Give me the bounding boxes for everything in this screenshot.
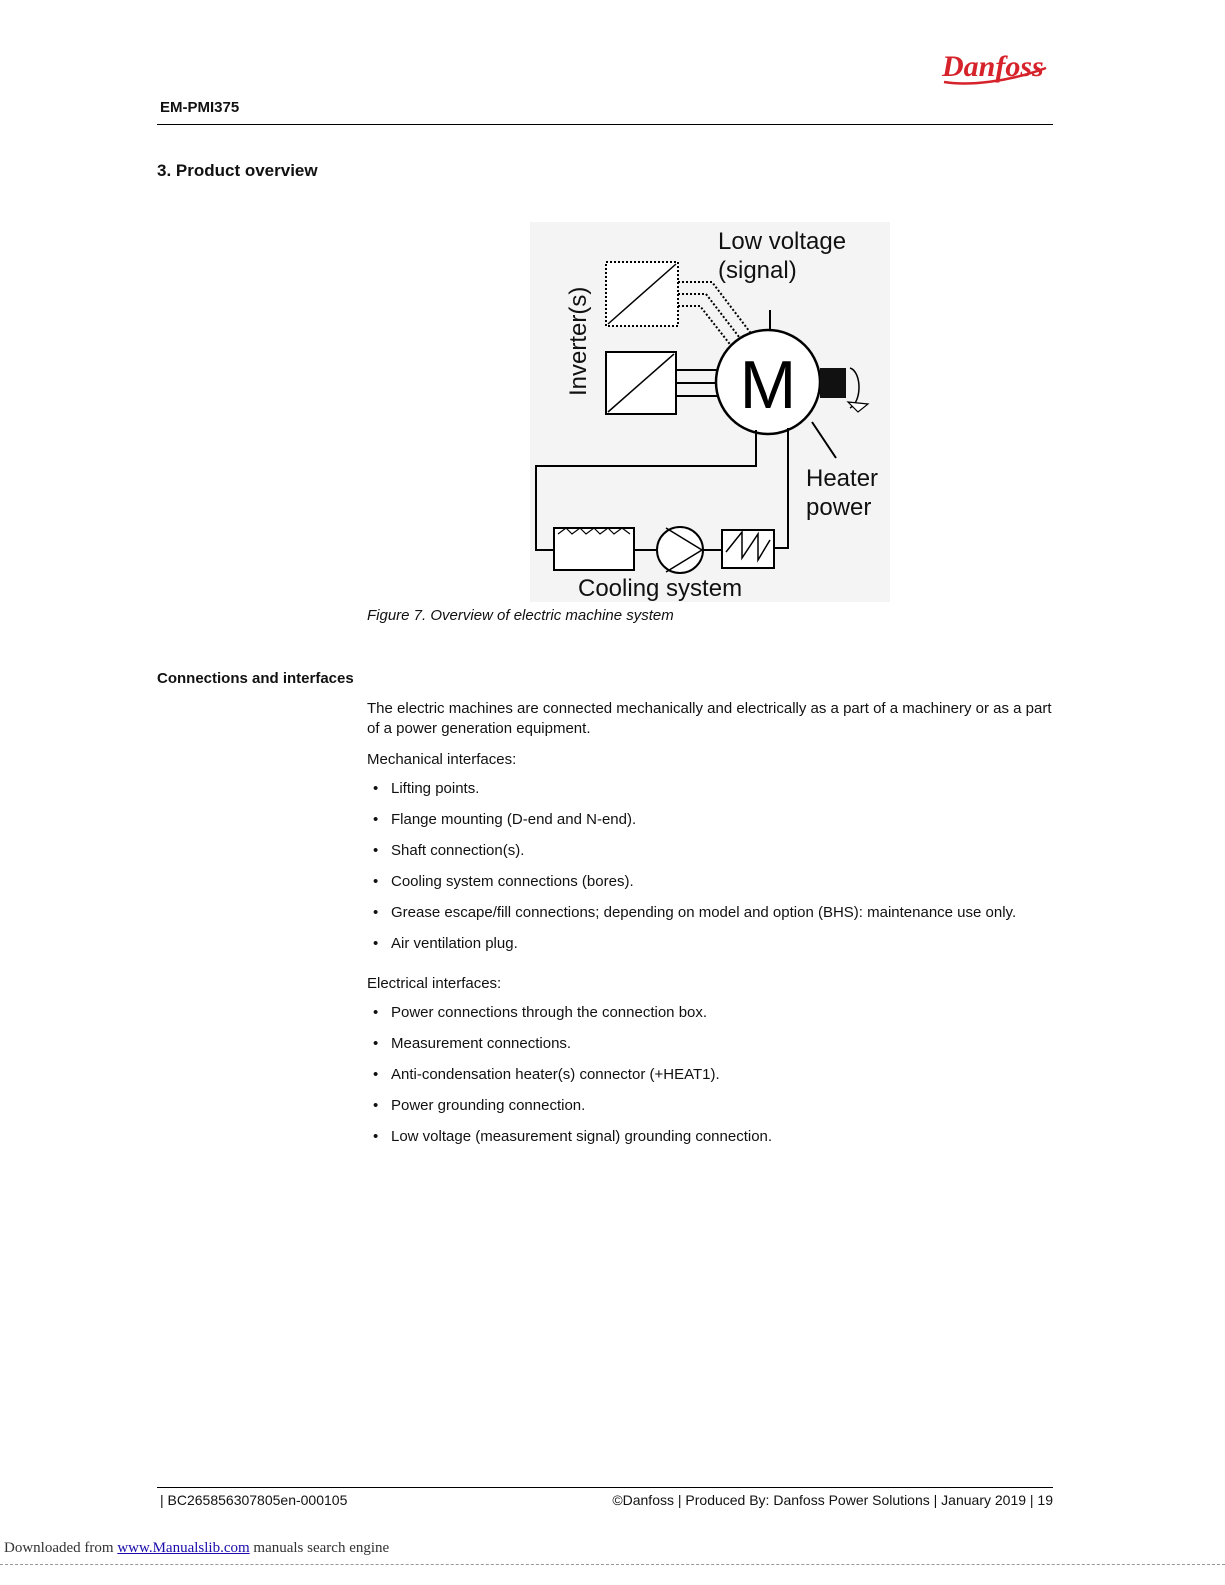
- coolant-tank: [554, 528, 634, 570]
- motor-label: M: [739, 347, 797, 423]
- list-item: • Measurement connections.: [373, 1035, 572, 1052]
- list-item: • Cooling system connections (bores).: [373, 873, 634, 890]
- shaft: [820, 368, 846, 398]
- list-item: • Power connections through the connection box.: [373, 1004, 708, 1021]
- footer-copyright: ©Danfoss | Produced By: Danfoss Power Solutions | January 2019 | 19: [612, 1492, 1053, 1508]
- manualslib-link[interactable]: www.Manualslib.com: [117, 1540, 250, 1556]
- label-power: power: [806, 494, 872, 521]
- figure-caption: Figure 7. Overview of electric machine system: [367, 607, 674, 624]
- electrical-interfaces-label: Electrical interfaces:: [367, 975, 502, 992]
- download-watermark: Downloaded from www.Manualslib.com manuals search engine: [4, 1540, 390, 1556]
- danfoss-logo: [938, 38, 1050, 90]
- label-heater: Heater: [806, 465, 879, 492]
- list-item: • Shaft connection(s).: [373, 842, 525, 859]
- label-cooling-system: Cooling system: [578, 575, 743, 602]
- electric-machine-system-diagram: [530, 222, 890, 602]
- document-code: | BC265856307805en-000105: [160, 1492, 348, 1508]
- body-text: [367, 699, 1055, 1167]
- list-item: • Grease escape/fill connections; depending on model and option (BHS): maintenance use only.: [373, 904, 1017, 921]
- electrical-interfaces-list: [367, 1003, 1055, 1158]
- list-item: • Power grounding connection.: [373, 1097, 586, 1114]
- logo-text: Danfoss: [942, 50, 1044, 83]
- document-id: EM-PMI375: [160, 99, 240, 116]
- mechanical-interfaces-list: [367, 779, 1055, 965]
- pump-symbol: [657, 527, 703, 573]
- header-divider: [157, 124, 1053, 125]
- footer-divider: [157, 1487, 1053, 1488]
- label-low-voltage: Low voltage: [718, 228, 847, 255]
- list-item: • Lifting points.: [373, 780, 480, 797]
- watermark-divider: [0, 1564, 1225, 1565]
- label-signal: (signal): [718, 257, 797, 284]
- subsection-heading: Connections and interfaces: [157, 670, 354, 687]
- list-item: • Anti-condensation heater(s) connector (+HEAT1).: [373, 1066, 720, 1083]
- list-item: • Low voltage (measurement signal) grounding connection.: [373, 1128, 773, 1145]
- list-item: • Air ventilation plug.: [373, 935, 518, 952]
- list-item: • Flange mounting (D-end and N-end).: [373, 811, 637, 828]
- label-inverters: Inverter(s): [565, 286, 592, 396]
- mechanical-interfaces-label: Mechanical interfaces:: [367, 751, 517, 768]
- section-title: 3. Product overview: [157, 161, 318, 180]
- intro-paragraph: The electric machines are connected mechanically and electrically as a part of a machinery or as a part of a power generation equipment.: [367, 700, 1052, 737]
